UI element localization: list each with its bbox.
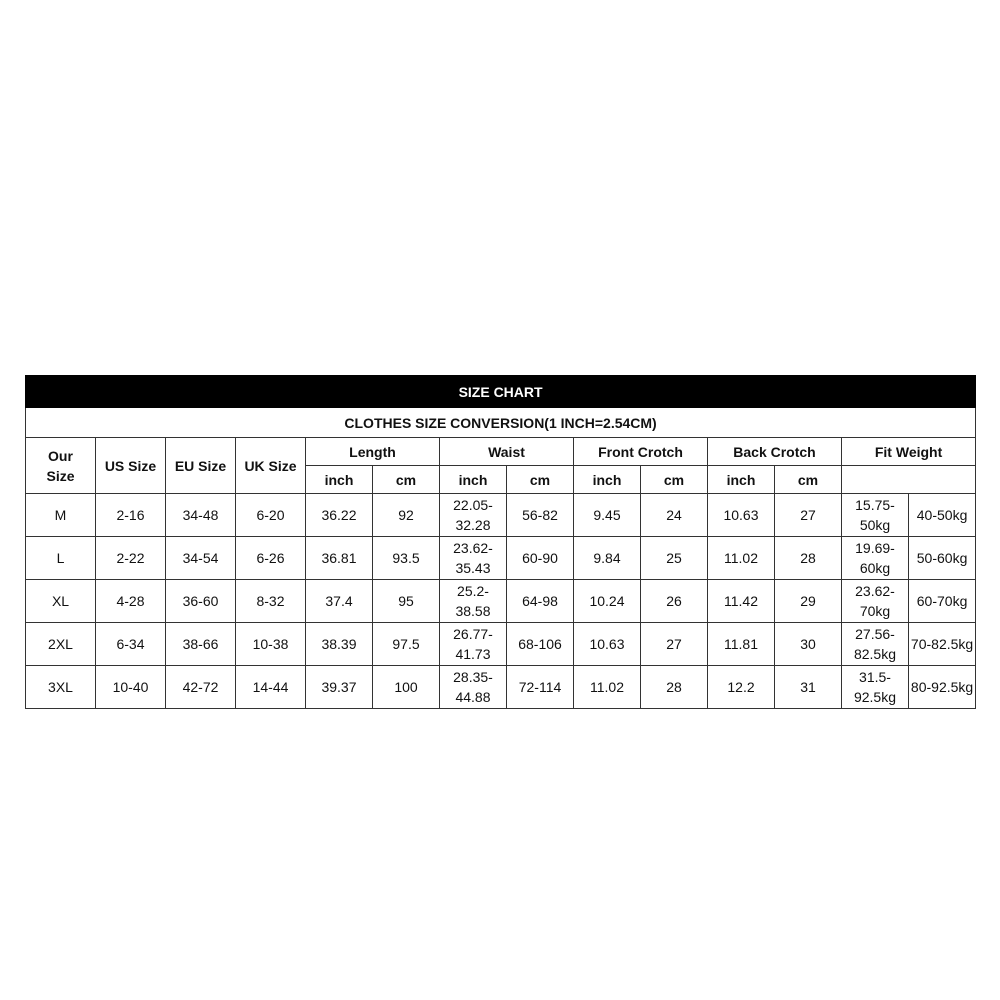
header-waist: Waist (440, 438, 574, 466)
cell-front-crotch-cm: 25 (641, 537, 708, 580)
chart-subtitle: CLOTHES SIZE CONVERSION(1 INCH=2.54CM) (26, 408, 976, 438)
cell-length-cm: 92 (373, 494, 440, 537)
table-row (26, 494, 976, 537)
header-front-crotch: Front Crotch (574, 438, 708, 466)
cell-uk-size: 6-26 (236, 537, 306, 580)
cell-us-size: 2-22 (96, 537, 166, 580)
size-chart-table (25, 375, 976, 709)
cell-our-size: 2XL (26, 623, 96, 666)
cell-fit-weight-a: 27.56- 82.5kg (842, 623, 909, 666)
cell-uk-size: 6-20 (236, 494, 306, 537)
cell-fit-weight-a: 23.62- 70kg (842, 580, 909, 623)
table-row (26, 580, 976, 623)
cell-length-cm: 100 (373, 666, 440, 709)
cell-our-size: 3XL (26, 666, 96, 709)
cell-fit-weight-b: 80-92.5kg (909, 666, 976, 709)
cell-eu-size: 42-72 (166, 666, 236, 709)
cell-back-crotch-inch: 11.42 (708, 580, 775, 623)
cell-back-crotch-cm: 30 (775, 623, 842, 666)
cell-fit-weight-b: 70-82.5kg (909, 623, 976, 666)
cell-front-crotch-inch: 10.63 (574, 623, 641, 666)
cell-eu-size: 34-48 (166, 494, 236, 537)
cell-uk-size: 8-32 (236, 580, 306, 623)
cell-length-inch: 36.22 (306, 494, 373, 537)
cell-waist-inch: 26.77- 41.73 (440, 623, 507, 666)
cell-fit-weight-a: 31.5- 92.5kg (842, 666, 909, 709)
cell-front-crotch-inch: 10.24 (574, 580, 641, 623)
subheader-front-inch: inch (574, 466, 641, 494)
cell-length-cm: 97.5 (373, 623, 440, 666)
table-row (26, 623, 976, 666)
cell-us-size: 4-28 (96, 580, 166, 623)
subheader-back-cm: cm (775, 466, 842, 494)
cell-front-crotch-inch: 9.84 (574, 537, 641, 580)
subheader-back-inch: inch (708, 466, 775, 494)
subheader-length-inch: inch (306, 466, 373, 494)
cell-length-inch: 39.37 (306, 666, 373, 709)
cell-front-crotch-inch: 9.45 (574, 494, 641, 537)
subheader-waist-inch: inch (440, 466, 507, 494)
cell-back-crotch-inch: 11.81 (708, 623, 775, 666)
cell-length-inch: 36.81 (306, 537, 373, 580)
cell-our-size: XL (26, 580, 96, 623)
cell-uk-size: 10-38 (236, 623, 306, 666)
cell-back-crotch-cm: 31 (775, 666, 842, 709)
header-eu-size: EU Size (166, 438, 236, 494)
cell-front-crotch-cm: 28 (641, 666, 708, 709)
table-row (26, 537, 976, 580)
cell-waist-cm: 68-106 (507, 623, 574, 666)
cell-back-crotch-inch: 11.02 (708, 537, 775, 580)
cell-us-size: 2-16 (96, 494, 166, 537)
cell-fit-weight-b: 50-60kg (909, 537, 976, 580)
header-our-size: Our Size (26, 438, 96, 494)
header-fit-weight: Fit Weight (842, 438, 976, 466)
cell-waist-inch: 23.62- 35.43 (440, 537, 507, 580)
cell-waist-cm: 56-82 (507, 494, 574, 537)
cell-eu-size: 38-66 (166, 623, 236, 666)
cell-back-crotch-cm: 27 (775, 494, 842, 537)
cell-fit-weight-a: 15.75- 50kg (842, 494, 909, 537)
cell-back-crotch-inch: 12.2 (708, 666, 775, 709)
title-row (26, 376, 976, 408)
cell-back-crotch-cm: 29 (775, 580, 842, 623)
cell-front-crotch-cm: 27 (641, 623, 708, 666)
cell-eu-size: 36-60 (166, 580, 236, 623)
subheader-front-cm: cm (641, 466, 708, 494)
cell-waist-cm: 60-90 (507, 537, 574, 580)
cell-waist-cm: 72-114 (507, 666, 574, 709)
cell-front-crotch-cm: 26 (641, 580, 708, 623)
header-row (26, 438, 976, 466)
cell-waist-inch: 25.2- 38.58 (440, 580, 507, 623)
cell-waist-inch: 28.35- 44.88 (440, 666, 507, 709)
cell-our-size: L (26, 537, 96, 580)
subheader-length-cm: cm (373, 466, 440, 494)
cell-us-size: 6-34 (96, 623, 166, 666)
cell-fit-weight-b: 40-50kg (909, 494, 976, 537)
subheader-fit-weight-blank (842, 466, 976, 494)
cell-our-size: M (26, 494, 96, 537)
cell-waist-inch: 22.05- 32.28 (440, 494, 507, 537)
subtitle-row (26, 408, 976, 438)
header-back-crotch: Back Crotch (708, 438, 842, 466)
cell-waist-cm: 64-98 (507, 580, 574, 623)
header-uk-size: UK Size (236, 438, 306, 494)
header-length: Length (306, 438, 440, 466)
cell-front-crotch-cm: 24 (641, 494, 708, 537)
cell-front-crotch-inch: 11.02 (574, 666, 641, 709)
cell-fit-weight-b: 60-70kg (909, 580, 976, 623)
cell-length-inch: 38.39 (306, 623, 373, 666)
cell-length-inch: 37.4 (306, 580, 373, 623)
cell-length-cm: 95 (373, 580, 440, 623)
table-row (26, 666, 976, 709)
header-us-size: US Size (96, 438, 166, 494)
cell-us-size: 10-40 (96, 666, 166, 709)
subheader-waist-cm: cm (507, 466, 574, 494)
cell-back-crotch-cm: 28 (775, 537, 842, 580)
chart-title: SIZE CHART (26, 376, 976, 408)
cell-eu-size: 34-54 (166, 537, 236, 580)
cell-uk-size: 14-44 (236, 666, 306, 709)
cell-length-cm: 93.5 (373, 537, 440, 580)
cell-back-crotch-inch: 10.63 (708, 494, 775, 537)
cell-fit-weight-a: 19.69- 60kg (842, 537, 909, 580)
